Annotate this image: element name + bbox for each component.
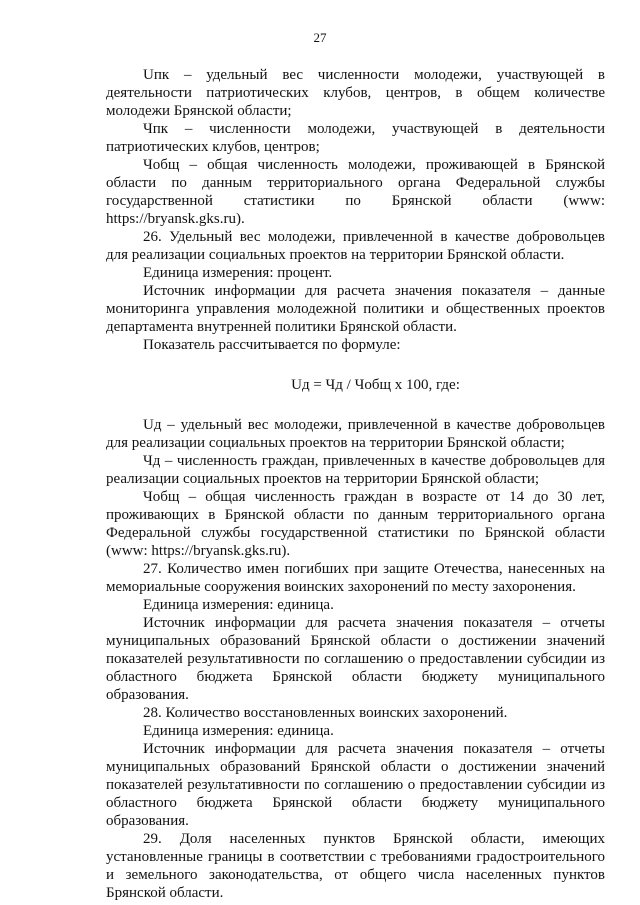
paragraph-upk-definition: Uпк – удельный вес численности молодежи, участвующей в деятельности патриотических клубов, центров, в общем количестве молодежи Брянской области; [106,67,605,119]
paragraph-indicator-28-source: Источник информации для расчета значения показателя – отчеты муниципальных образований Брянской области о достижении значений показателей результативности по соглашению о предоставлении субсидии из областного бюджета Брянской области бюджету муниципального образования. [106,741,605,829]
paragraph-chobshch-age-definition: Чобщ – общая численность граждан в возрасте от 14 до 30 лет, проживающих в Брянской области по данным территориального органа Федеральной службы государственной статистики по Брянской области (www: https://bryansk.gks.ru). [106,489,605,559]
paragraph-indicator-28-title: 28. Количество восстановленных воинских захоронений. [143,705,508,721]
formula: Uд = Чд / Чобщ х 100, где: [291,377,460,393]
paragraph-indicator-26-title: 26. Удельный вес молодежи, привлеченной в качестве добровольцев для реализации социальных проектов на территории Брянской области. [106,229,605,263]
paragraph-indicator-27-source: Источник информации для расчета значения показателя – отчеты муниципальных образований Брянской области о достижении значений показателей результативности по соглашению о предоставлении субсидии из областного бюджета Брянской области бюджету муниципального образования. [106,615,605,703]
paragraph-chobshch-definition: Чобщ – общая численность молодежи, проживающей в Брянской области по данным территориального органа Федеральной службы государственной статистики по Брянской области (www: https://bryansk.gks.ru). [106,157,605,227]
paragraph-formula-intro: Показатель рассчитывается по формуле: [143,337,401,353]
page-number: 27 [313,30,327,45]
paragraph-chd-definition: Чд – численность граждан, привлеченных в качестве добровольцев для реализации социальных проектов на территории Брянской области; [106,453,605,487]
paragraph-indicator-27-title: 27. Количество имен погибших при защите Отечества, нанесенных на мемориальные сооружения воинских захоронений по месту захоронения. [106,561,605,595]
paragraph-indicator-28-unit: Единица измерения: единица. [143,723,334,739]
paragraph-indicator-26-source: Источник информации для расчета значения показателя – данные мониторинга управления молодежной политики и общественных проектов департамента внутренней политики Брянской области. [106,283,605,335]
document-body [106,66,605,902]
paragraph-indicator-27-unit: Единица измерения: единица. [143,597,334,613]
paragraph-indicator-29-title: 29. Доля населенных пунктов Брянской области, имеющих установленные границы в соответствии с требованиями градостроительного и земельного законодательства, от общего числа населенных пунктов Брянской области. [106,831,605,901]
paragraph-chpk-definition: Чпк – численности молодежи, участвующей в деятельности патриотических клубов, центров; [106,121,605,155]
paragraph-ud-definition: Uд – удельный вес молодежи, привлеченной в качестве добровольцев для реализации социальных проектов на территории Брянской области; [106,417,605,451]
paragraph-indicator-26-unit: Единица измерения: процент. [143,265,333,281]
